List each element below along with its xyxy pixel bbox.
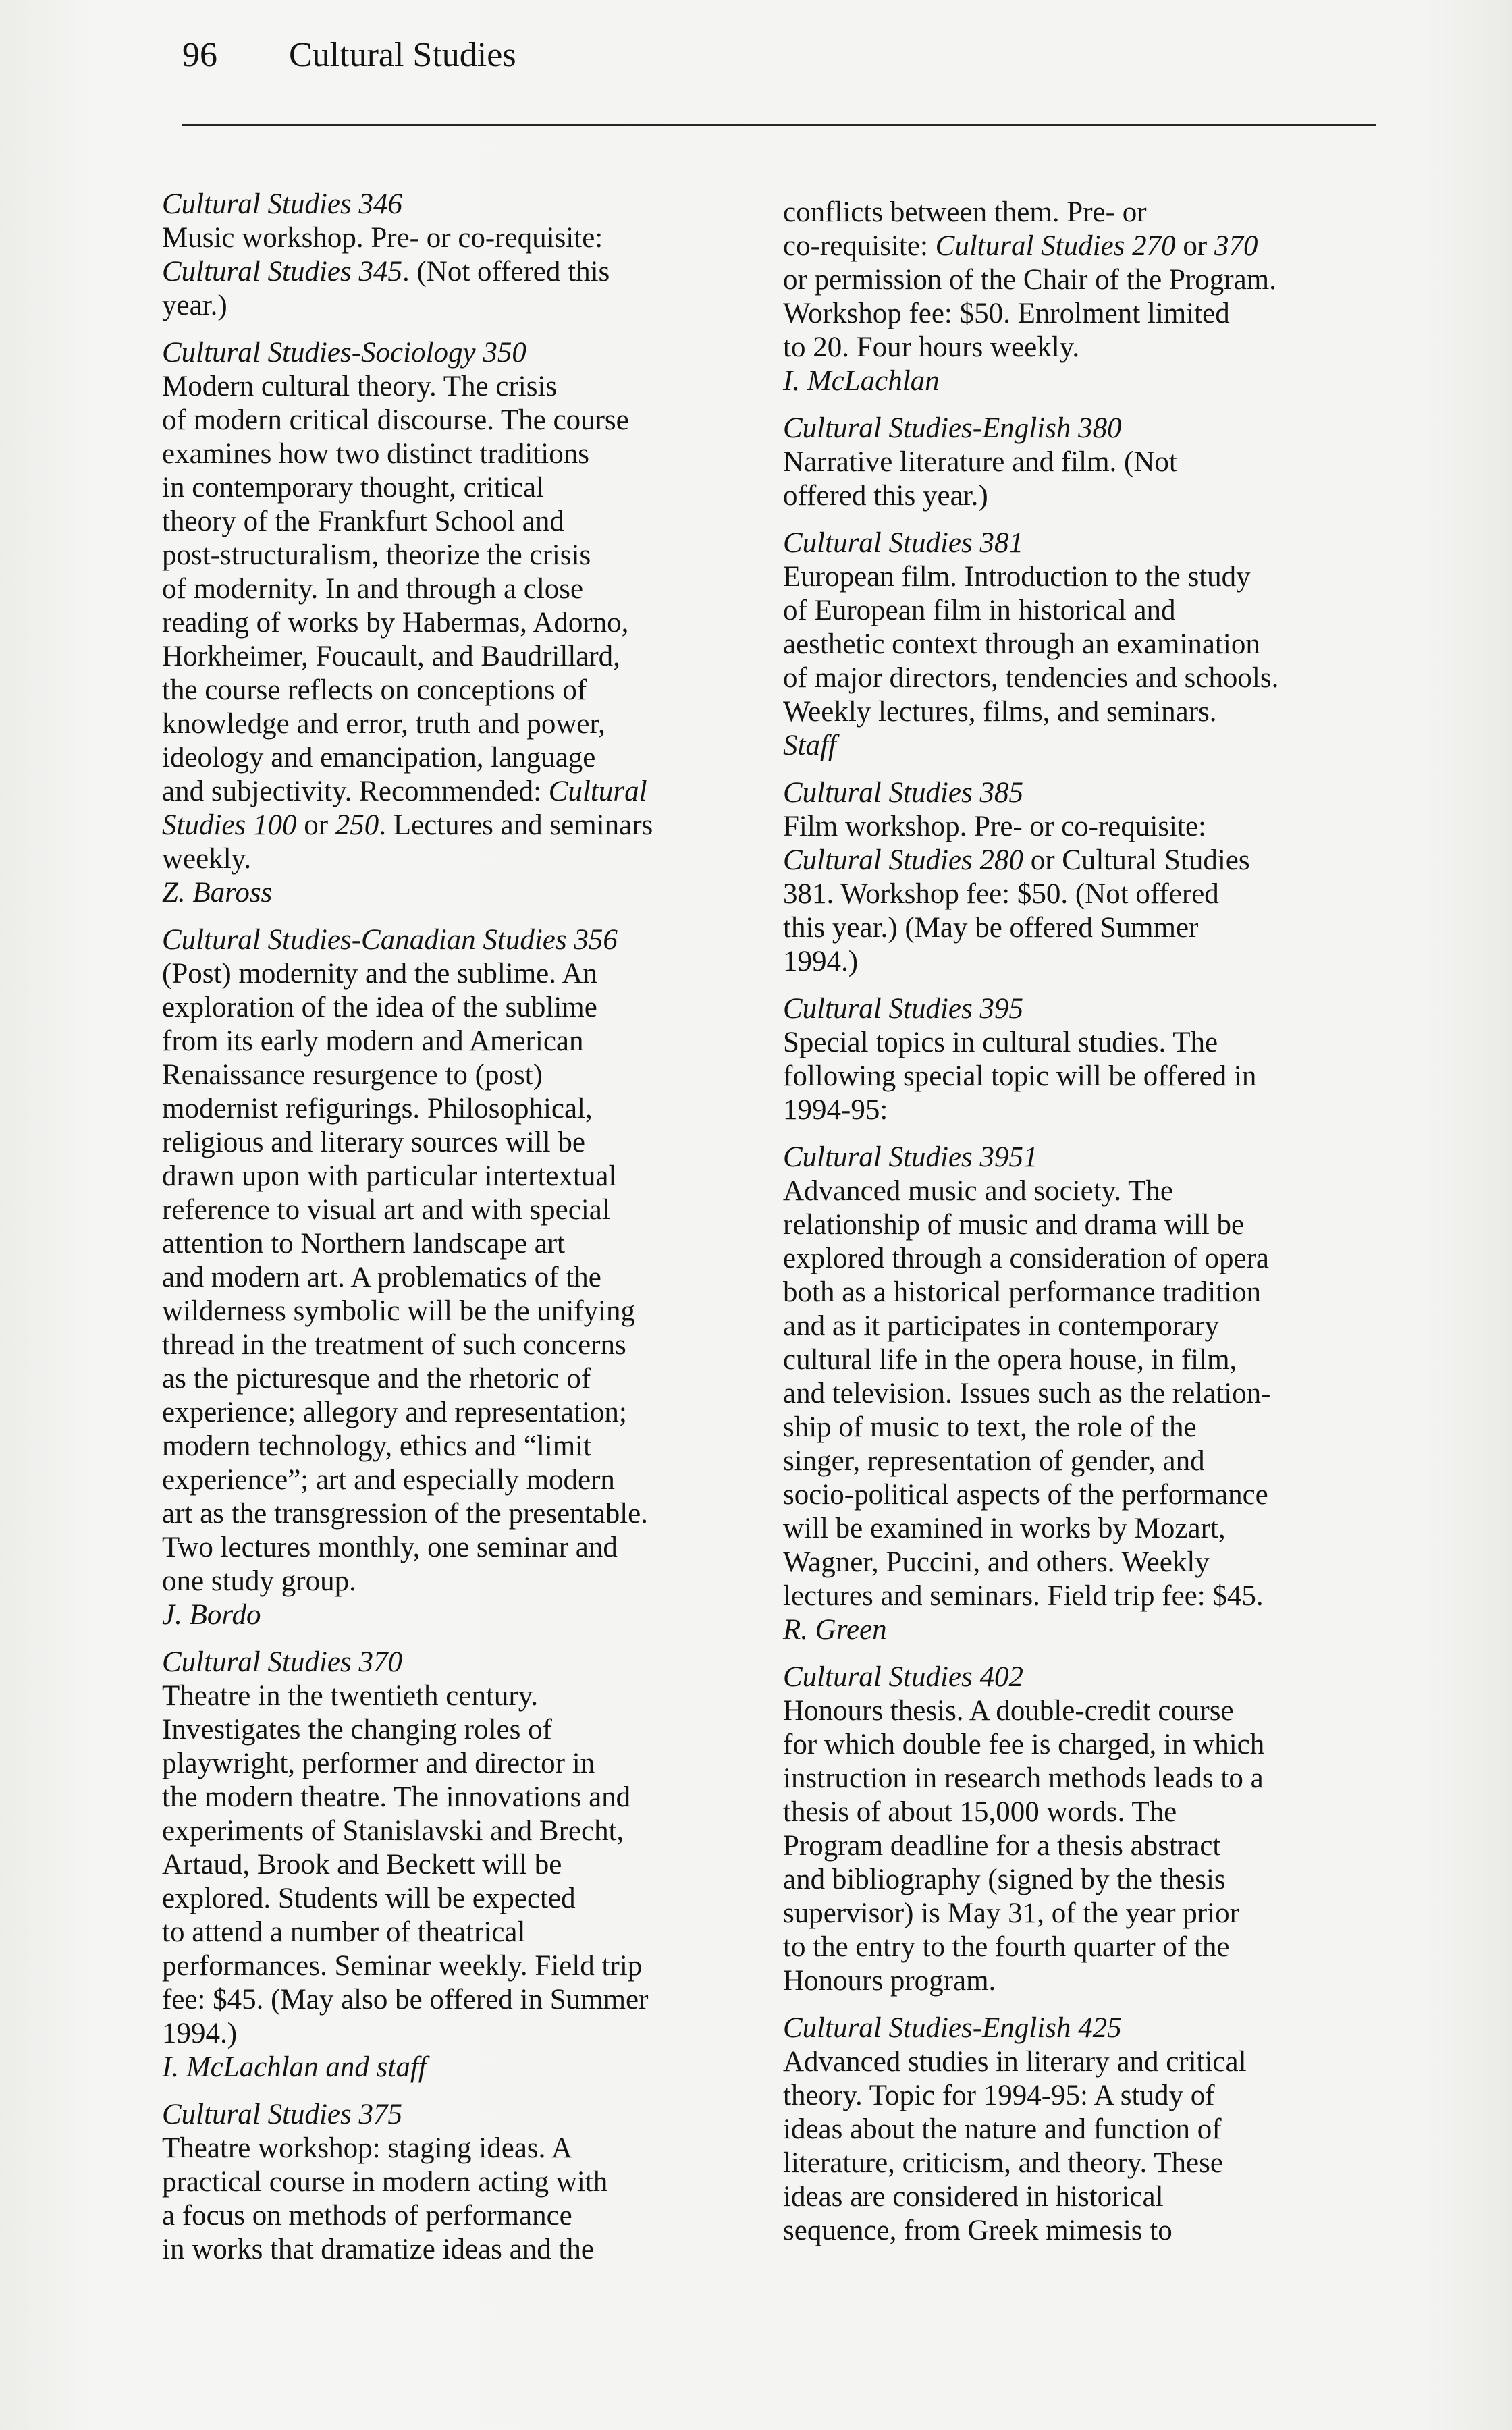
description-line: relationship of music and drama will be: [783, 1209, 1245, 1241]
description-line: [162, 775, 749, 809]
description-line: Wagner, Puccini, and others. Weekly: [783, 1546, 1210, 1578]
description-line: Music workshop. Pre- or co-requisite:: [162, 222, 603, 254]
description-line: Film workshop. Pre- or co-requisite:: [783, 811, 1206, 842]
description-line: both as a historical performance tradition: [783, 1276, 1262, 1308]
course-entry: [783, 412, 1370, 513]
description-line: attention to Northern landscape art: [162, 1228, 566, 1260]
description-line: examines how two distinct traditions: [162, 438, 589, 470]
description-line: instruction in research methods leads to a: [783, 1762, 1264, 1794]
description-line: Two lectures monthly, one seminar and: [162, 1532, 618, 1563]
course-title: Cultural Studies-Sociology 350: [162, 337, 526, 369]
description-line: singer, representation of gender, and: [783, 1445, 1205, 1477]
description-line: lectures and seminars. Field trip fee: $45.: [783, 1580, 1264, 1612]
description-line: of modern critical discourse. The course: [162, 404, 629, 436]
description-line: [783, 230, 1370, 263]
description-line: supervisor) is May 31, of the year prior: [783, 1897, 1239, 1929]
description-line: Program deadline for a thesis abstract: [783, 1830, 1221, 1862]
instructor-name: J. Bordo: [162, 1599, 261, 1631]
description-line: to attend a number of theatrical: [162, 1916, 526, 1948]
course-entry: [162, 923, 749, 1632]
description-line: aesthetic context through an examination: [783, 628, 1260, 660]
description-line: experience; allegory and representation;: [162, 1397, 627, 1428]
description-line: in works that dramatize ideas and the: [162, 2234, 595, 2265]
course-title: Cultural Studies 346: [162, 188, 402, 220]
text-segment: . Lectures and seminars: [379, 809, 653, 841]
text-segment: or: [296, 809, 335, 841]
header-rule: [182, 124, 1376, 126]
page-header: [182, 35, 516, 89]
text-segment: or Cultural Studies: [1023, 844, 1250, 876]
description-line: Investigates the changing roles of: [162, 1714, 552, 1746]
description-line: or permission of the Chair of the Program.: [783, 264, 1276, 296]
course-title: Cultural Studies-English 380: [783, 412, 1122, 444]
course-title: Cultural Studies 395: [783, 993, 1023, 1025]
description-line: from its early modern and American: [162, 1025, 584, 1057]
description-line: 1994.): [783, 946, 859, 977]
description-line: to 20. Four hours weekly.: [783, 331, 1080, 363]
course-entry: [783, 2012, 1370, 2248]
description-line: sequence, from Greek mimesis to: [783, 2215, 1172, 2246]
course-entry: [162, 188, 749, 323]
course-title: Cultural Studies 402: [783, 1661, 1023, 1693]
text-segment: . (Not offered this: [402, 256, 610, 288]
course-reference: Cultural: [548, 776, 647, 807]
instructor-name: Z. Baross: [162, 877, 273, 909]
description-line: a focus on methods of performance: [162, 2200, 572, 2232]
description-line: Workshop fee: $50. Enrolment limited: [783, 298, 1230, 329]
description-line: theory. Topic for 1994-95: A study of: [783, 2080, 1215, 2111]
description-line: thread in the treatment of such concerns: [162, 1329, 626, 1361]
running-title: Cultural Studies: [289, 36, 516, 74]
text-segment: co-requisite:: [783, 230, 936, 262]
description-line: reference to visual art and with special: [162, 1194, 610, 1226]
course-reference: Cultural Studies 270: [935, 230, 1176, 262]
right-column: [783, 196, 1370, 2261]
description-line: following special topic will be offered in: [783, 1060, 1257, 1092]
description-line: 1994.): [162, 2018, 238, 2049]
description-line: European film. Introduction to the study: [783, 561, 1251, 593]
course-title: Cultural Studies 385: [783, 777, 1023, 809]
description-line: Honours thesis. A double-credit course: [783, 1695, 1234, 1727]
description-line: Advanced studies in literary and critical: [783, 2046, 1247, 2078]
description-line: Horkheimer, Foucault, and Baudrillard,: [162, 641, 620, 672]
description-line: to the entry to the fourth quarter of the: [783, 1931, 1230, 1963]
course-entry: [783, 992, 1370, 1127]
description-line: in contemporary thought, critical: [162, 472, 544, 504]
description-line: and bibliography (signed by the thesis: [783, 1864, 1226, 1895]
description-line: Honours program.: [783, 1965, 996, 1997]
course-reference: Cultural Studies 345: [162, 256, 402, 288]
description-line: Artaud, Brook and Beckett will be: [162, 1849, 562, 1881]
description-line: Renaissance resurgence to (post): [162, 1059, 543, 1091]
page-number: 96: [182, 36, 217, 74]
description-line: explored. Students will be expected: [162, 1883, 576, 1914]
instructor-name: Staff: [783, 730, 836, 761]
description-line: Narrative literature and film. (Not: [783, 446, 1177, 478]
description-line: [162, 255, 749, 289]
instructor-name: I. McLachlan and staff: [162, 2051, 427, 2083]
description-line: exploration of the idea of the sublime: [162, 992, 597, 1023]
description-line: knowledge and error, truth and power,: [162, 708, 605, 740]
course-reference: 370: [1214, 230, 1258, 262]
description-line: literature, criticism, and theory. These: [783, 2147, 1223, 2179]
description-line: ship of music to text, the role of the: [783, 1411, 1197, 1443]
description-line: experience”; art and especially modern: [162, 1464, 615, 1496]
course-entry: [783, 1141, 1370, 1647]
description-line: playwright, performer and director in: [162, 1748, 595, 1779]
course-entry: [783, 776, 1370, 979]
description-line: post-structuralism, theorize the crisis: [162, 539, 591, 571]
text-segment: and subjectivity. Recommended:: [162, 776, 549, 807]
description-line: modern technology, ethics and “limit: [162, 1430, 592, 1462]
course-entry: [162, 336, 749, 910]
course-title: Cultural Studies 381: [783, 527, 1023, 559]
description-line: socio-political aspects of the performance: [783, 1479, 1268, 1511]
description-line: experiments of Stanislavski and Brecht,: [162, 1815, 624, 1847]
course-entry: [162, 1646, 749, 2084]
course-title: Cultural Studies-Canadian Studies 356: [162, 924, 618, 956]
description-line: ideology and emancipation, language: [162, 742, 596, 774]
description-line: conflicts between them. Pre- or: [783, 196, 1147, 228]
description-line: reading of works by Habermas, Adorno,: [162, 607, 629, 639]
course-title: Cultural Studies 370: [162, 1646, 402, 1678]
description-line: practical course in modern acting with: [162, 2166, 608, 2198]
description-line: and television. Issues such as the relation-: [783, 1378, 1271, 1409]
description-line: 381. Workshop fee: $50. (Not offered: [783, 878, 1219, 910]
course-entry: [783, 196, 1370, 398]
description-line: of major directors, tendencies and schools.: [783, 662, 1279, 694]
description-line: Theatre in the twentieth century.: [162, 1680, 539, 1712]
course-reference: Studies 100: [162, 809, 297, 841]
description-line: 1994-95:: [783, 1094, 888, 1126]
description-line: one study group.: [162, 1565, 356, 1597]
description-line: fee: $45. (May also be offered in Summer: [162, 1984, 649, 2016]
description-line: the course reflects on conceptions of: [162, 674, 587, 706]
description-line: Advanced music and society. The: [783, 1175, 1173, 1207]
instructor-name: R. Green: [783, 1614, 887, 1646]
description-line: Special topics in cultural studies. The: [783, 1027, 1218, 1058]
description-line: [783, 844, 1370, 878]
description-line: performances. Seminar weekly. Field trip: [162, 1950, 643, 1982]
description-line: thesis of about 15,000 words. The: [783, 1796, 1177, 1828]
description-line: Theatre workshop: staging ideas. A: [162, 2132, 572, 2164]
description-line: and as it participates in contemporary: [783, 1310, 1219, 1342]
course-entry: [162, 2098, 749, 2267]
course-title: Cultural Studies 3951: [783, 1141, 1038, 1173]
description-line: art as the transgression of the presentable.: [162, 1498, 648, 1530]
description-line: of modernity. In and through a close: [162, 573, 584, 605]
description-line: as the picturesque and the rhetoric of: [162, 1363, 591, 1395]
description-line: for which double fee is charged, in which: [783, 1729, 1265, 1760]
description-line: religious and literary sources will be: [162, 1127, 585, 1158]
left-column: [162, 188, 749, 2280]
description-line: theory of the Frankfurt School and: [162, 506, 564, 537]
instructor-name: I. McLachlan: [783, 365, 940, 397]
description-line: drawn upon with particular intertextual: [162, 1160, 617, 1192]
course-reference: 250: [335, 809, 379, 841]
course-title: Cultural Studies 375: [162, 2099, 402, 2130]
course-entry: [783, 1660, 1370, 1998]
description-line: of European film in historical and: [783, 595, 1176, 626]
description-line: the modern theatre. The innovations and: [162, 1781, 631, 1813]
description-line: [162, 809, 749, 842]
description-line: Modern cultural theory. The crisis: [162, 371, 558, 402]
description-line: weekly.: [162, 843, 252, 875]
description-line: and modern art. A problematics of the: [162, 1262, 601, 1293]
course-entry: [783, 526, 1370, 763]
course-reference: Cultural Studies 280: [783, 844, 1023, 876]
description-line: explored through a consideration of opera: [783, 1243, 1269, 1274]
course-title: Cultural Studies-English 425: [783, 2012, 1122, 2044]
description-line: ideas about the nature and function of: [783, 2113, 1222, 2145]
description-line: ideas are considered in historical: [783, 2181, 1164, 2213]
description-line: wilderness symbolic will be the unifying: [162, 1295, 636, 1327]
description-line: (Post) modernity and the sublime. An: [162, 958, 597, 990]
text-segment: or: [1175, 230, 1214, 262]
description-line: cultural life in the opera house, in film,: [783, 1344, 1237, 1376]
description-line: Weekly lectures, films, and seminars.: [783, 696, 1217, 728]
description-line: offered this year.): [783, 480, 988, 512]
description-line: year.): [162, 290, 227, 321]
description-line: modernist refigurings. Philosophical,: [162, 1093, 593, 1125]
description-line: this year.) (May be offered Summer: [783, 912, 1199, 944]
description-line: will be examined in works by Mozart,: [783, 1513, 1226, 1544]
